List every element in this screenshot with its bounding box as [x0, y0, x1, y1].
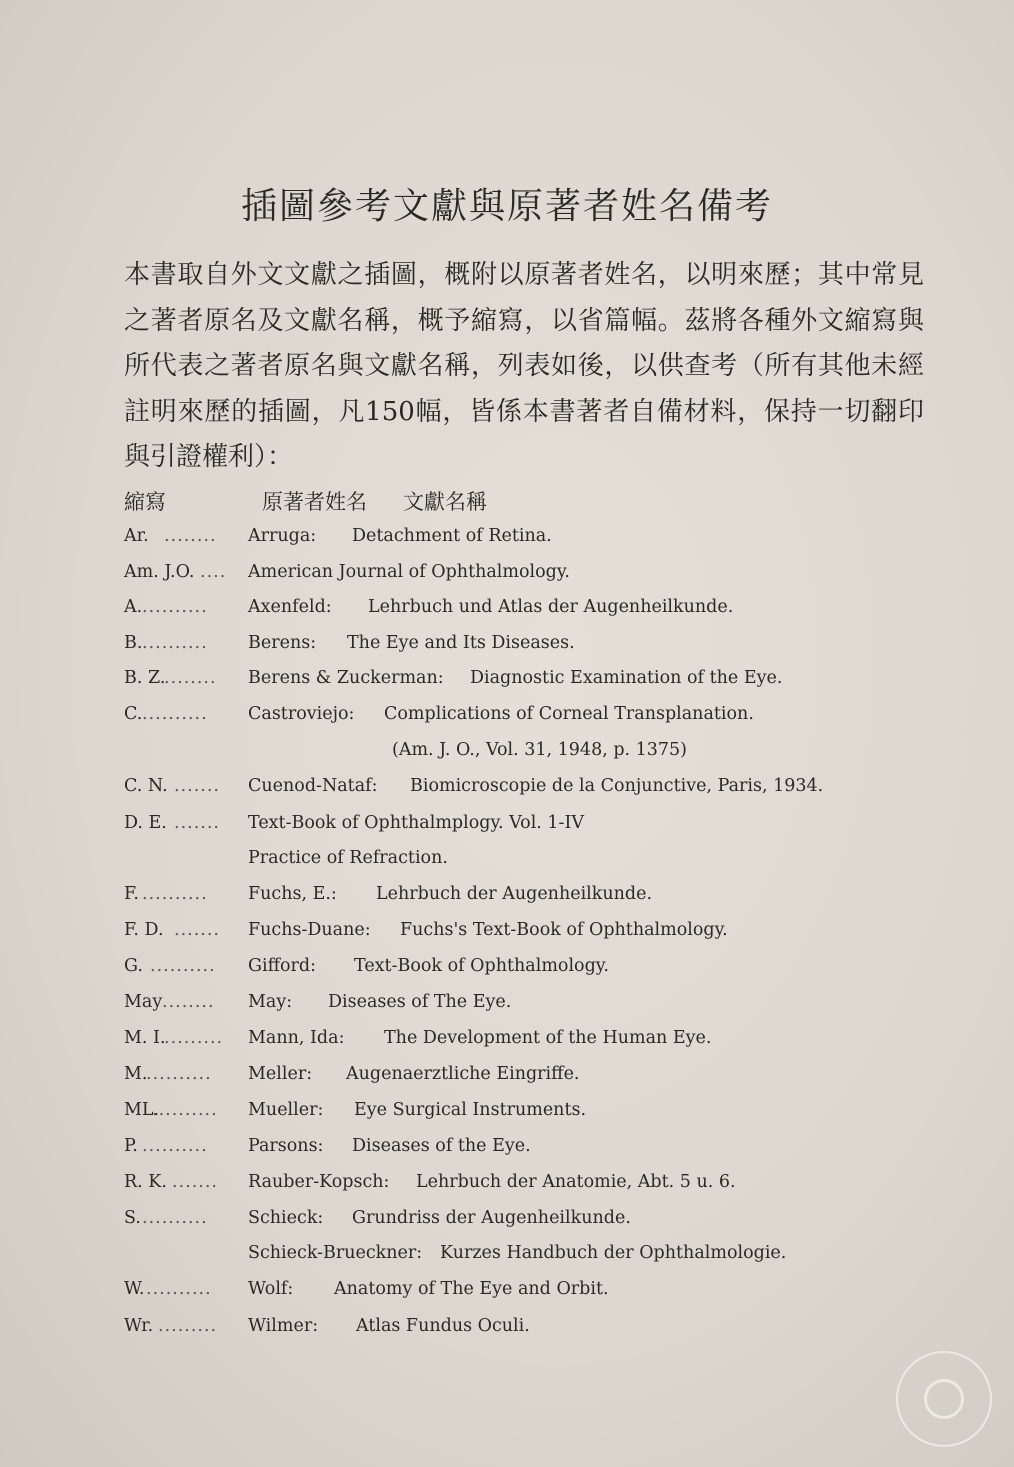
entry-abbr: Wr. — [124, 1316, 154, 1336]
list-item — [0, 526, 1014, 556]
entry-author: Arruga: — [248, 526, 317, 546]
entry-abbr: B. Z. — [124, 668, 166, 688]
entry-author: Axenfeld: — [248, 597, 332, 617]
entry-work: Lehrbuch der Augenheilkunde. — [376, 884, 653, 904]
entry-abbr: C. N. — [124, 776, 168, 796]
entry-work: The Eye and Its Diseases. — [347, 633, 575, 653]
entry-dots: .......... — [152, 1100, 218, 1120]
entry-dots: ........ — [164, 526, 217, 546]
entry-author: Fuchs-Duane: — [248, 920, 371, 940]
entry-work: Fuchs's Text-Book of Ophthalmology. — [400, 920, 728, 940]
entry-author: Wolf: — [248, 1279, 294, 1299]
entry-abbr: R. K. — [124, 1172, 167, 1192]
entry-dots: ....... — [172, 1172, 218, 1192]
entry-work: Text-Book of Ophthalmology. — [354, 956, 609, 976]
entry-abbr: ML. — [124, 1100, 160, 1120]
entry-dots: .......... — [142, 704, 208, 724]
museum-watermark-seal — [896, 1351, 992, 1447]
entry-dots: .......... — [150, 956, 216, 976]
entry-abbr: S. — [124, 1208, 141, 1228]
entry-abbr: M. I. — [124, 1028, 166, 1048]
entry-work: Biomicroscopie de la Conjunctive, Paris, 1934. — [410, 776, 824, 796]
header-work: 文獻名稱 — [403, 490, 487, 514]
list-item — [0, 1316, 1014, 1346]
list-item — [0, 1100, 1014, 1130]
entry-abbr: M. — [124, 1064, 148, 1084]
eye-logo-icon — [924, 1379, 964, 1419]
schieck-brueckner-work: Kurzes Handbuch der Ophthalmologie. — [440, 1243, 787, 1263]
entry-work: Atlas Fundus Oculi. — [356, 1316, 530, 1336]
entry-dots: .......... — [146, 1279, 212, 1299]
entry-dots: .......... — [142, 633, 208, 653]
entry-dots: ........ — [162, 992, 215, 1012]
entry-author: Parsons: — [248, 1136, 324, 1156]
list-item — [0, 562, 1014, 592]
header-author: 原著者姓名 — [262, 490, 367, 514]
entry-abbr: B. — [124, 633, 143, 653]
entry-author: Meller: — [248, 1064, 313, 1084]
entry-abbr: Ar. — [124, 526, 149, 546]
entry-dots: .... — [200, 562, 227, 582]
entry-dots: ....... — [174, 776, 220, 796]
list-item — [0, 1028, 1014, 1058]
entry-author: Gifford: — [248, 956, 317, 976]
list-item — [0, 597, 1014, 627]
entry-work: Lehrbuch und Atlas der Augenheilkunde. — [368, 597, 734, 617]
entry-abbr: P. — [124, 1136, 138, 1156]
entry-author: Castroviejo: — [248, 704, 355, 724]
entry-author: Schieck: — [248, 1208, 324, 1228]
list-item — [0, 668, 1014, 698]
entry-dots: ......... — [158, 1316, 218, 1336]
castroviejo-reference: (Am. J. O., Vol. 31, 1948, p. 1375) — [392, 740, 688, 760]
list-item — [0, 813, 1014, 843]
entry-abbr: Am. J.O. — [124, 562, 195, 582]
entry-abbr: G. — [124, 956, 143, 976]
list-item — [0, 633, 1014, 663]
entry-abbr: D. E. — [124, 813, 167, 833]
entry-work: Detachment of Retina. — [352, 526, 552, 546]
entry-abbr: C. — [124, 704, 143, 724]
entry-work: Augenaerztliche Eingriffe. — [346, 1064, 580, 1084]
page-title: 插圖參考文獻與原著者姓名備考 — [240, 186, 773, 227]
entry-author: May: — [248, 992, 293, 1012]
list-item — [0, 1279, 1014, 1309]
entry-dots: ....... — [174, 920, 220, 940]
list-item — [0, 704, 1014, 734]
entry-author: American Journal of Ophthalmology. — [248, 562, 570, 582]
entry-dots: ....... — [174, 813, 220, 833]
intro-text: 本書取自外文文獻之插圖，概附以原著者姓名，以明來歷；其中常見之著者原名及文獻名稱，概予縮寫，以省篇幅。茲將各種外文縮寫與所代表之著者原名與文獻名稱，列表如後，以供查考（所有其他未經註明來歷的插圖，凡150幅，皆係本書著者自備材料，保持一切翻印與引證權利）： — [124, 260, 924, 472]
entry-dots: .......... — [142, 884, 208, 904]
de-second-title: Practice of Refraction. — [248, 848, 448, 868]
entry-work: Grundriss der Augenheilkunde. — [352, 1208, 631, 1228]
entry-abbr: F. — [124, 884, 139, 904]
entry-dots: .......... — [142, 1136, 208, 1156]
list-item — [0, 992, 1014, 1022]
entry-work: Diagnostic Examination of the Eye. — [470, 668, 783, 688]
list-item — [0, 956, 1014, 986]
entry-author: Mann, Ida: — [248, 1028, 345, 1048]
entry-dots: ........ — [164, 668, 217, 688]
entry-author: Cuenod-Nataf: — [248, 776, 378, 796]
entry-work: Diseases of The Eye. — [328, 992, 512, 1012]
entry-dots: ......... — [164, 1028, 224, 1048]
entry-author: Text-Book of Ophthalmplogy. Vol. 1-IV — [248, 813, 585, 833]
entry-author: Berens: — [248, 633, 317, 653]
entry-work: Eye Surgical Instruments. — [354, 1100, 587, 1120]
intro-paragraph — [124, 253, 924, 481]
header-abbr: 縮寫 — [124, 490, 166, 514]
list-item — [0, 1136, 1014, 1166]
list-item — [0, 1172, 1014, 1202]
list-item — [0, 1208, 1014, 1238]
entry-abbr: A. — [124, 597, 143, 617]
entry-work: Diseases of the Eye. — [352, 1136, 531, 1156]
entry-author: Wilmer: — [248, 1316, 319, 1336]
entry-abbr: F. D. — [124, 920, 164, 940]
entry-author: Berens & Zuckerman: — [248, 668, 444, 688]
entry-abbr: W. — [124, 1279, 145, 1299]
entry-author: Fuchs, E.: — [248, 884, 337, 904]
entry-work: Lehrbuch der Anatomie, Abt. 5 u. 6. — [416, 1172, 736, 1192]
list-item — [0, 1064, 1014, 1094]
list-item — [0, 884, 1014, 914]
entry-dots: .......... — [142, 1208, 208, 1228]
entry-dots: .......... — [142, 597, 208, 617]
entry-work: Anatomy of The Eye and Orbit. — [334, 1279, 609, 1299]
entry-author: Mueller: — [248, 1100, 324, 1120]
schieck-brueckner-author: Schieck-Brueckner: — [248, 1243, 423, 1263]
list-item — [0, 776, 1014, 806]
entry-abbr: May — [124, 992, 163, 1012]
entry-work: The Development of the Human Eye. — [384, 1028, 712, 1048]
entry-work: Complications of Corneal Transplanation. — [384, 704, 754, 724]
entry-dots: .......... — [146, 1064, 212, 1084]
entry-author: Rauber-Kopsch: — [248, 1172, 390, 1192]
list-item — [0, 920, 1014, 950]
